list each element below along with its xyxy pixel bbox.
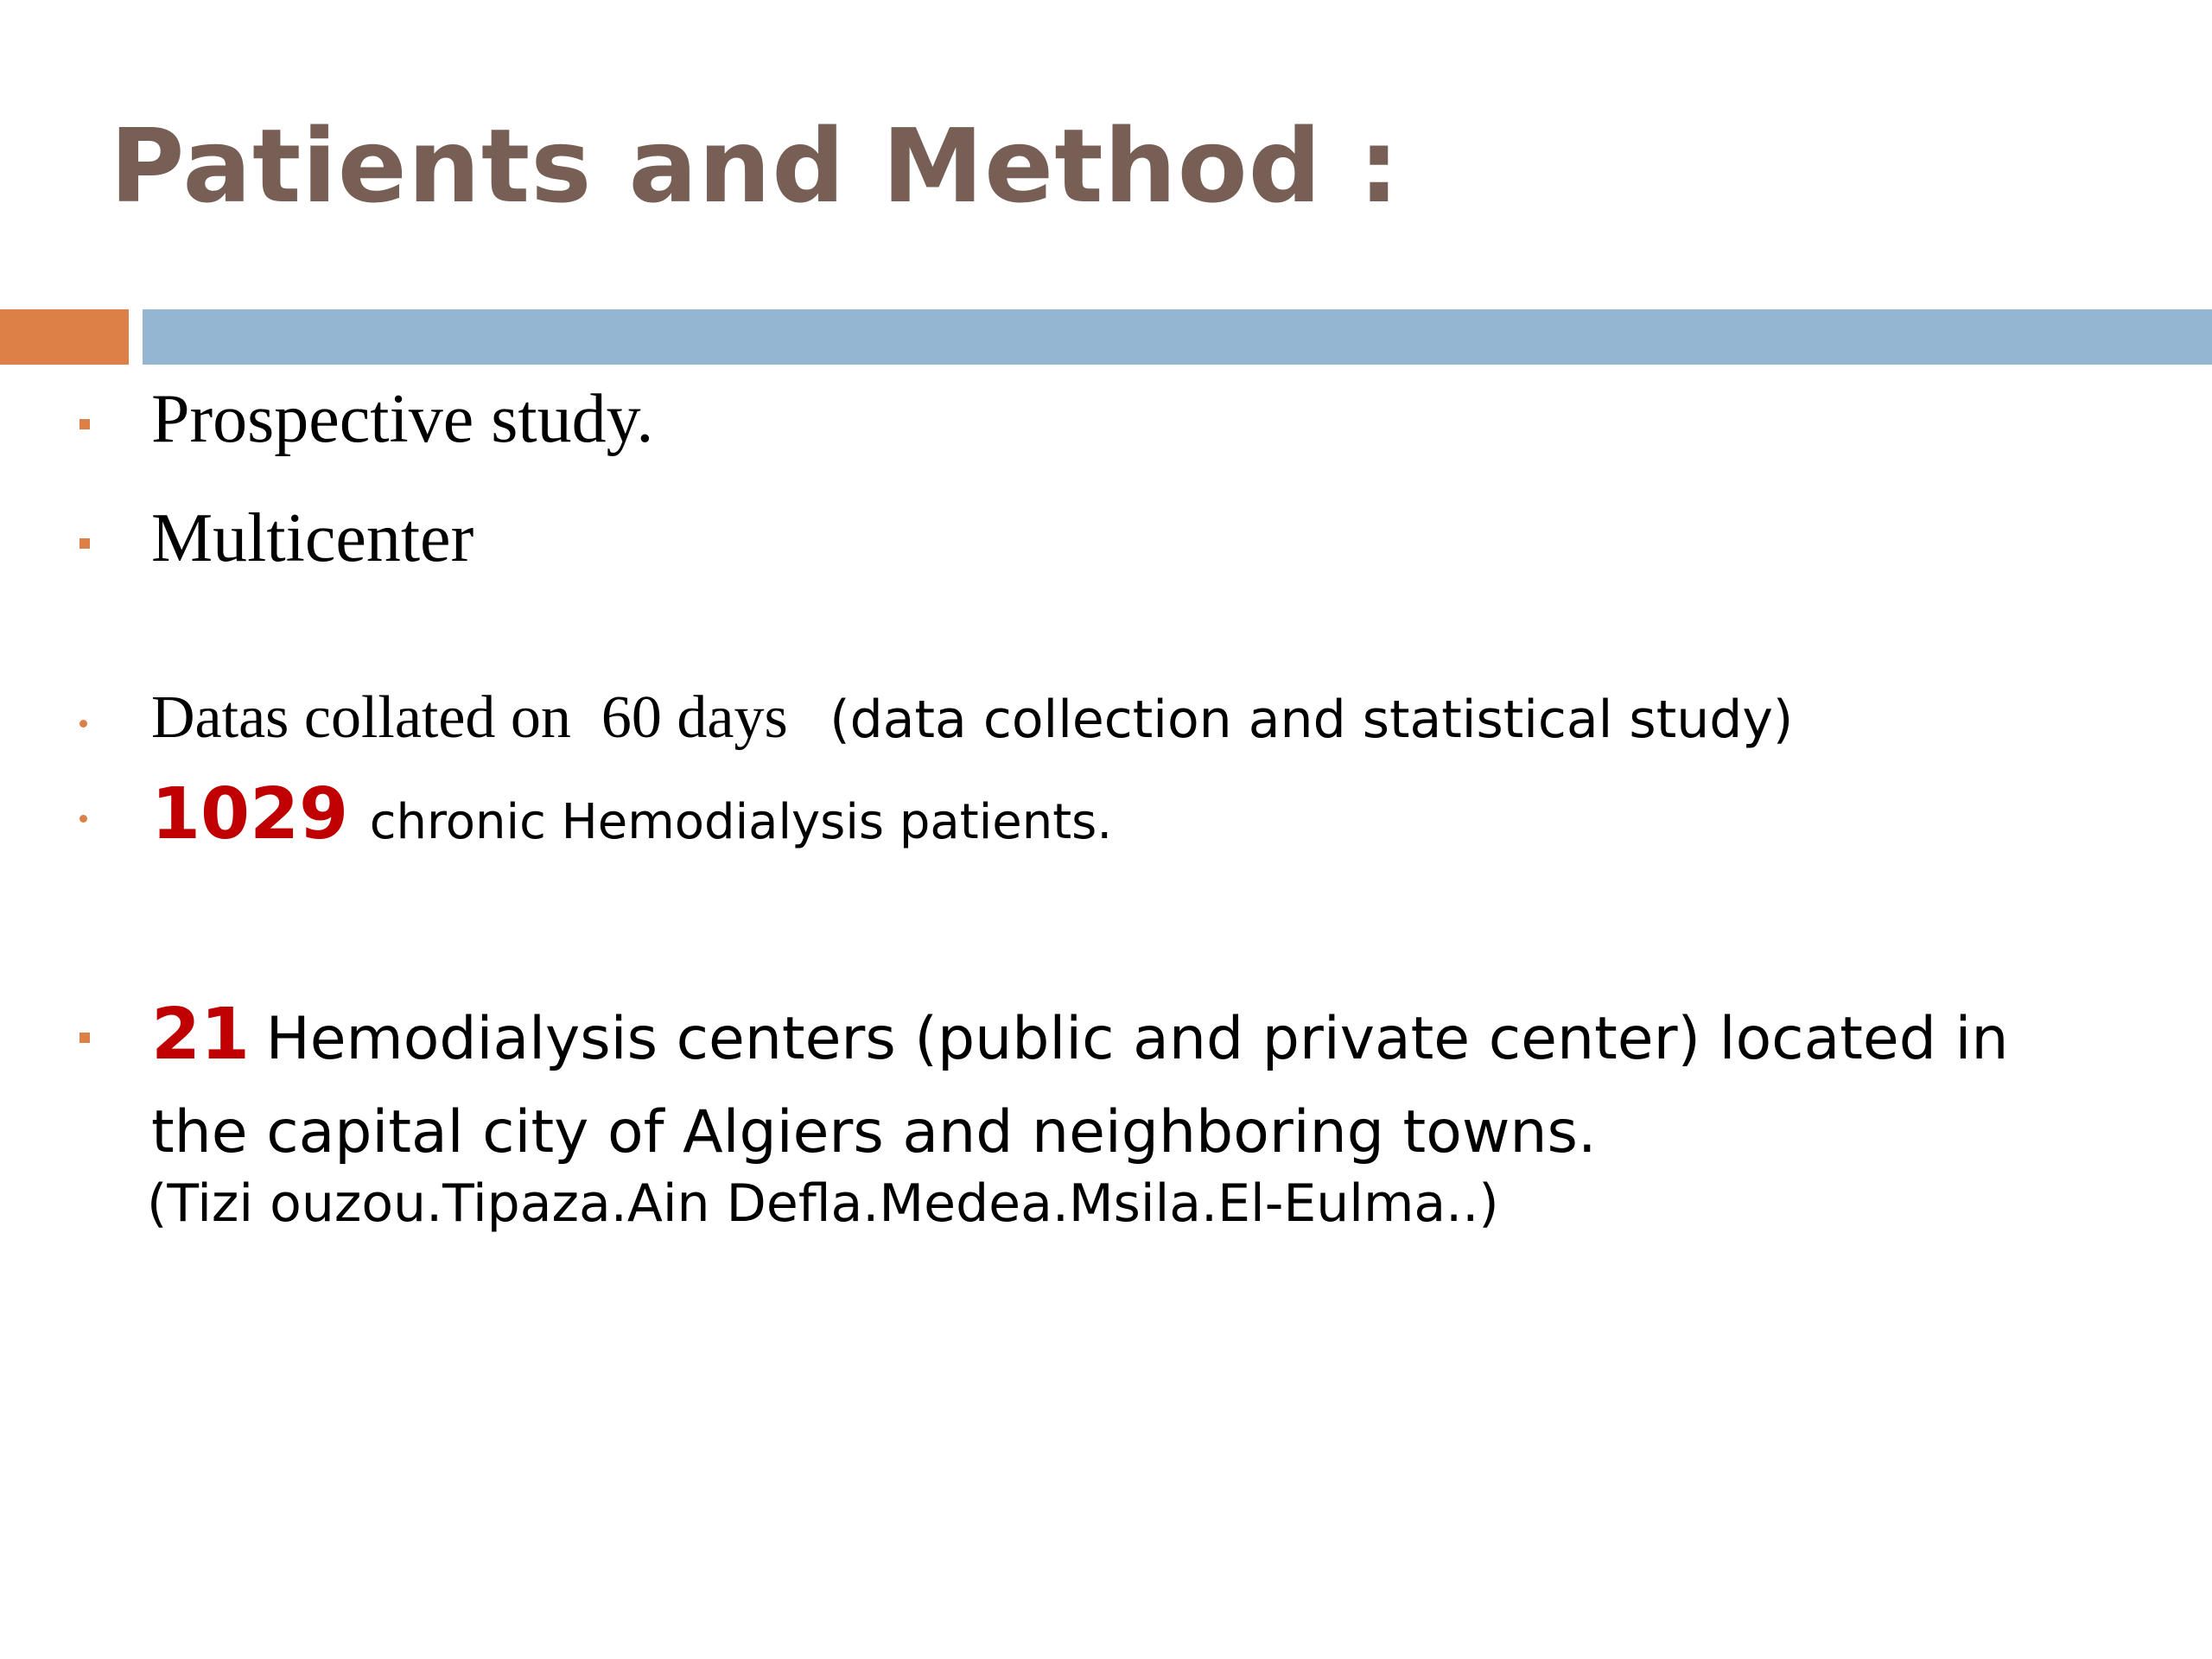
- patient-count: 1029: [151, 773, 349, 855]
- center-description: Hemodialysis centers (public and private center) located in the capital city of Algiers and neighboring towns.: [151, 1005, 2009, 1166]
- square-bullet-icon: [79, 419, 90, 429]
- slide-title: Patients and Method :: [110, 106, 1401, 226]
- bullet-text: [151, 773, 1112, 875]
- bullet-text: Multicenter: [151, 500, 474, 576]
- square-bullet-icon: [79, 538, 90, 549]
- town-list: (Tizi ouzou.Tipaza.Ain Defla.Medea.Msila.El-Eulma..): [147, 1173, 1499, 1234]
- title-divider-bar: [143, 309, 2212, 365]
- bullet-text: Prospective study.: [151, 381, 654, 457]
- dot-bullet-icon: [79, 720, 87, 728]
- center-count: 21: [151, 994, 251, 1076]
- square-bullet-icon: [79, 1033, 90, 1043]
- bullet-text: [151, 681, 1793, 770]
- patient-description: chronic Hemodialysis patients.: [369, 794, 1113, 850]
- title-accent-bar: [0, 309, 129, 365]
- data-collation-note: (data collection and statistical study): [830, 690, 1794, 750]
- bullet-text: [151, 996, 2121, 1187]
- dot-bullet-icon: [79, 815, 87, 823]
- data-collation-text: Datas collated on 60 days: [151, 684, 788, 751]
